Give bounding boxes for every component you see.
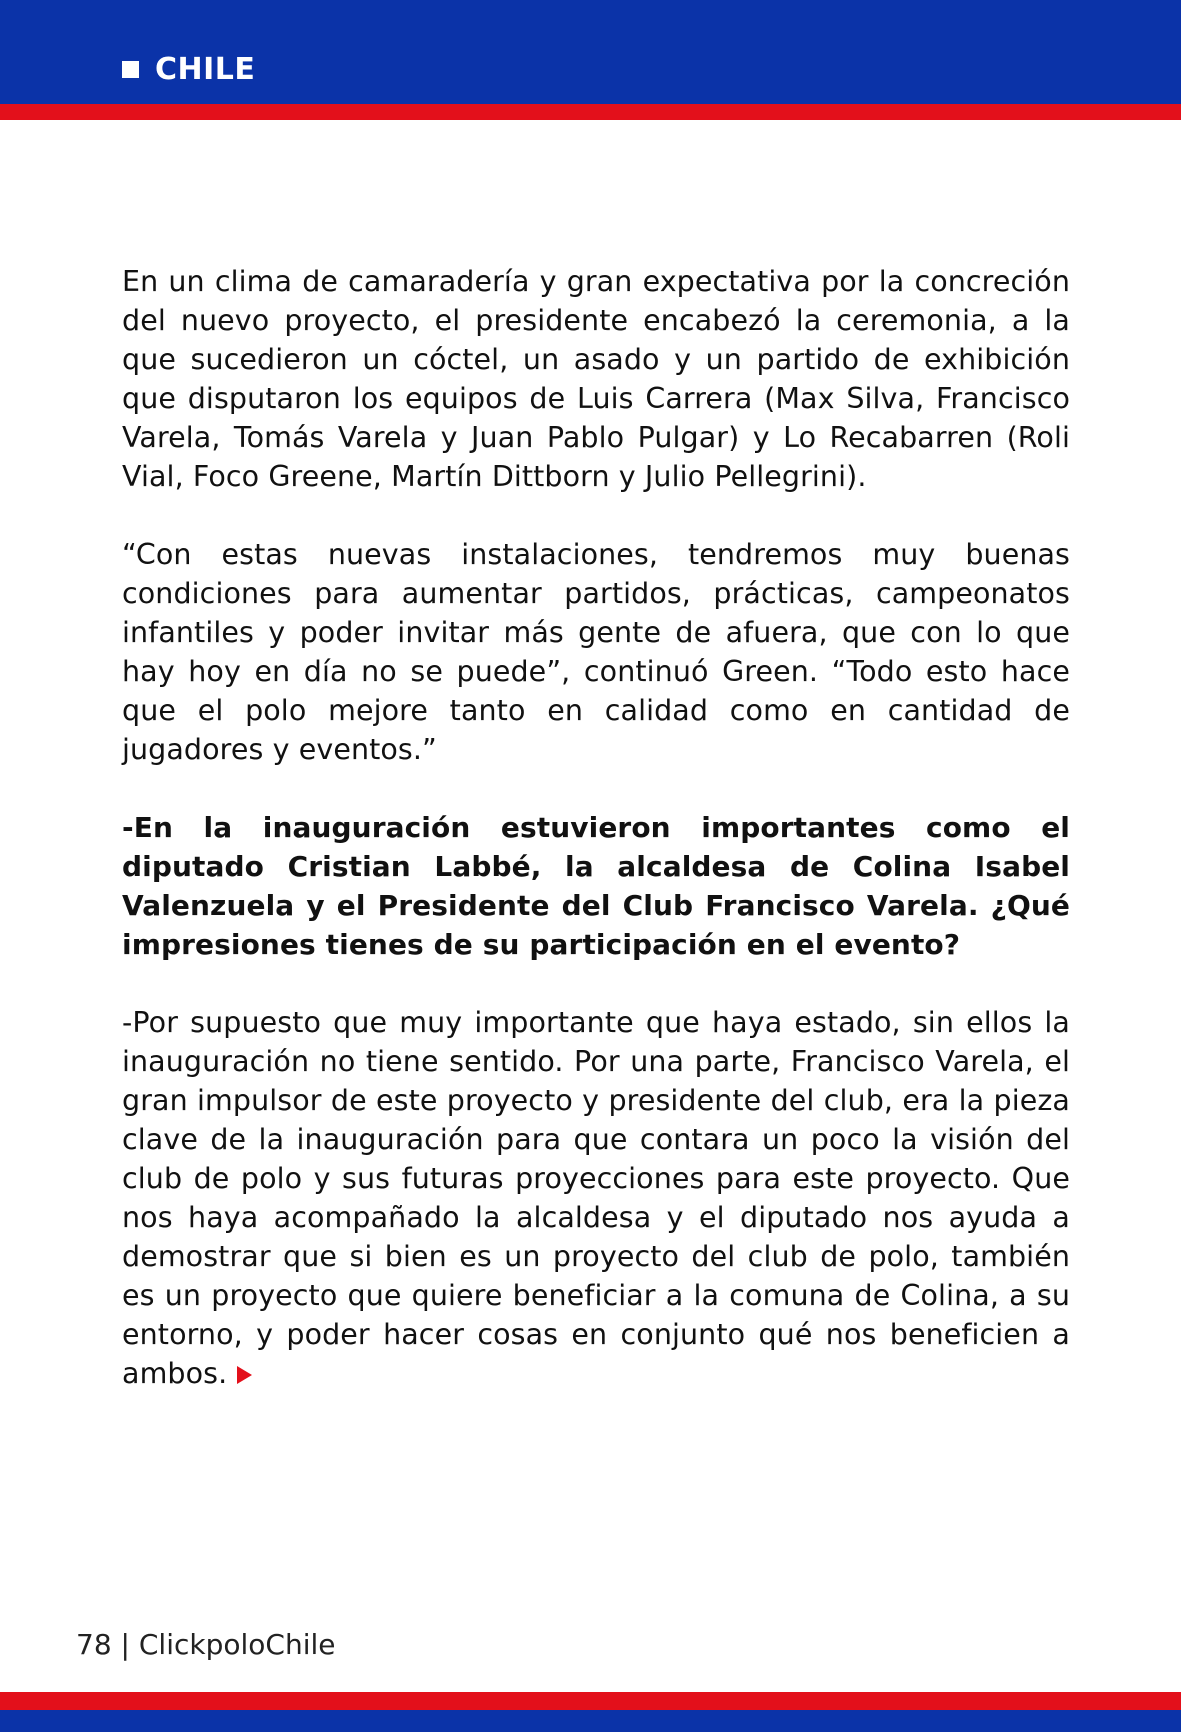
interview-answer-text: -Por supuesto que muy importante que haya estado, sin ellos la inauguración no tiene sentido. Por una parte, Francisco Varela, el gran impulsor de este proyecto y presidente del club, era la pieza clave de la inauguración para que contara un poco la visión del club de polo y sus futuras proyecciones para este proyecto. Que nos haya acompañado la alcaldesa y el diputado nos ayuda a demostrar que si bien es un proyecto del club de polo, también es un proyecto que quiere beneficiar a la comuna de Colina, a su entorno, y poder hacer cosas en conjunto qué nos beneficien a ambos.	[122, 1006, 1070, 1390]
header-accent-stripe	[0, 104, 1181, 120]
interview-question: -En la inauguración estuvieron importantes como el diputado Cristian Labbé, la alcaldesa de Colina Isabel Valenzuela y el Presidente del Club Francisco Varela. ¿Qué impresiones tienes de su participación en el evento?	[122, 811, 1070, 961]
triangle-right-icon	[237, 1366, 252, 1384]
footer-band	[0, 1710, 1181, 1732]
article-paragraph: En un clima de camaradería y gran expectativa por la concreción del nuevo proyecto, el presidente encabezó la ceremonia, a la que sucedieron un cóctel, un asado y un partido de exhibición que disputaron los equipos de Luis Carrera (Max Silva, Francisco Varela, Tomás Varela y Juan Pablo Pulgar) y Lo Recabarren (Roli Vial, Foco Greene, Martín Dittborn y Julio Pellegrini).	[122, 265, 1070, 493]
article-paragraph: “Con estas nuevas instalaciones, tendremos muy buenas condiciones para aumentar partidos, prácticas, campeonatos infantiles y poder invitar más gente de afuera, que con lo que hay hoy en día no se puede”, continuó Green. “Todo esto hace que el polo mejore tanto en calidad como en cantidad de jugadores y eventos.”	[122, 538, 1070, 766]
section-label	[122, 52, 255, 87]
square-icon	[122, 61, 139, 78]
footer-accent-stripe	[0, 1692, 1181, 1710]
interview-answer	[122, 1003, 1070, 1393]
section-title: CHILE	[155, 52, 256, 87]
article-body	[122, 262, 1070, 1432]
page-footer: 78 | ClickpoloChile	[76, 1628, 336, 1661]
